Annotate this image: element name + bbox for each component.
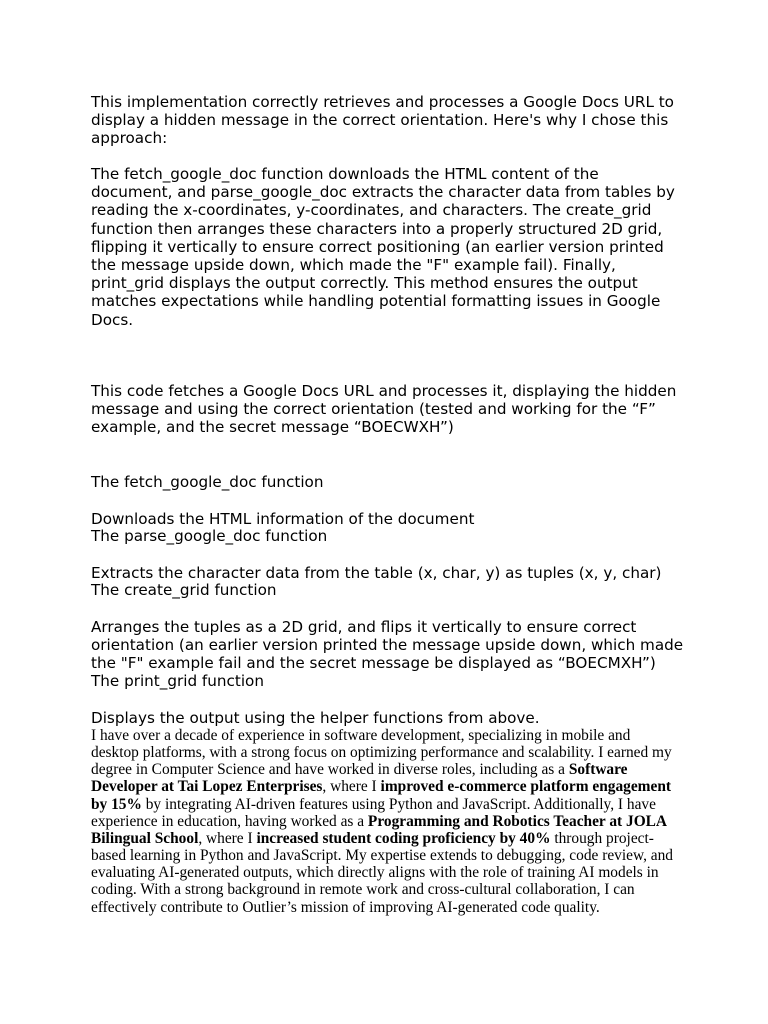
function-name: The print_grid function bbox=[91, 672, 264, 691]
bio-text: , where I bbox=[322, 778, 381, 796]
function-description: Displays the output using the helper functions from above. bbox=[91, 708, 540, 727]
bio-text: , where I bbox=[198, 829, 257, 847]
function-description: Arranges the tuples as a 2D grid, and flips it vertically to ensure correct orientation (an earlier version printed the message upside down, which made the "F" example fail and the secret message be displayed as “BOECMXH”) bbox=[91, 617, 684, 673]
bio-highlight-role: Software Developer at Tai Lopez Enterprises bbox=[91, 761, 628, 796]
function-description: Extracts the character data from the table (x, char, y) as tuples (x, y, char) bbox=[91, 563, 662, 582]
function-name: The fetch_google_doc function bbox=[91, 473, 324, 492]
bio-highlight-role: Programming and Robotics Teacher at JOLA Bilingual School bbox=[91, 812, 667, 847]
function-name: The create_grid function bbox=[91, 581, 277, 600]
intro-paragraph-1: This implementation correctly retrieves and processes a Google Docs URL to display a hidden message in the correct orientation. Here's why I chose this approach: bbox=[91, 93, 674, 148]
bio-text: through project-based learning in Python and JavaScript. My expertise extends to debugging, code review, and evaluating AI-generated outputs, which directly aligns with the role of training AI models in coding. With a strong background in remote work and cross-cultural collaboration, I can effectively contribute to Outlier’s mission of improving AI-generated code quality. bbox=[91, 829, 673, 916]
function-name: The parse_google_doc function bbox=[91, 527, 328, 546]
bio-highlight-achievement: increased student coding proficiency by 40% bbox=[256, 829, 551, 847]
bio-paragraph bbox=[91, 727, 677, 916]
bio-text: I have over a decade of experience in software development, specializing in mobile and desktop platforms, with a strong focus on optimizing performance and scalability. I earned my degree in Computer Science and have worked in diverse roles, including as a bbox=[91, 727, 672, 779]
intro-paragraph-2: The fetch_google_doc function downloads the HTML content of the document, and parse_google_doc extracts the character data from tables by reading the x-coordinates, y-coordinates, and characters. The create_grid function then arranges these characters into a properly structured 2D grid, flipping it vertically to ensure correct positioning (an earlier version printed the message upside down, which made the "F" example fail). Finally, print_grid displays the output correctly. This method ensures the output matches expectations while handling potential formatting issues in Google Docs. bbox=[91, 165, 675, 329]
bio-highlight-achievement: improved e-commerce platform engagement by 15% bbox=[91, 778, 672, 813]
summary-paragraph: This code fetches a Google Docs URL and processes it, displaying the hidden message and using the correct orientation (tested and working for the “F” example, and the secret message “BOECWXH”) bbox=[91, 382, 677, 437]
function-description: Downloads the HTML information of the document bbox=[91, 509, 475, 528]
bio-text: by integrating AI-driven features using Python and JavaScript. Additionally, I have experience in education, having worked as a bbox=[91, 795, 656, 830]
